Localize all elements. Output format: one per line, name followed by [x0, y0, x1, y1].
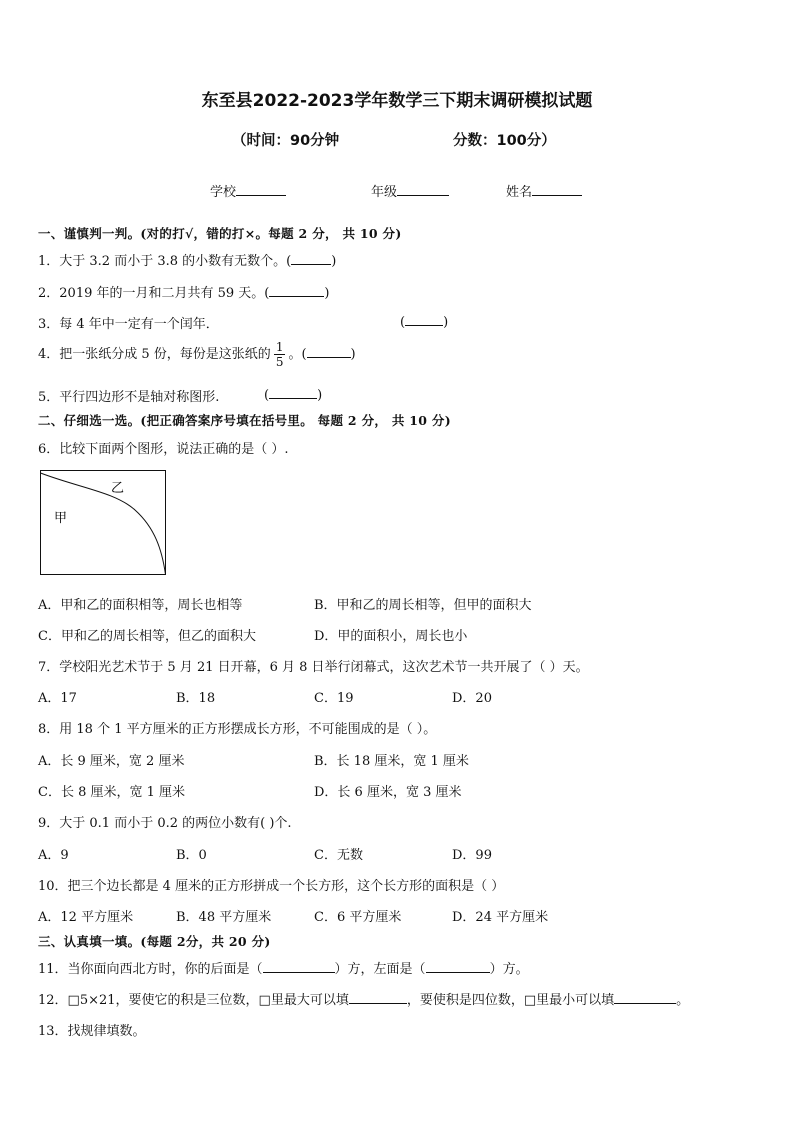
question-3-close: ): [443, 315, 449, 330]
question-13: 13．找规律填数。: [38, 1024, 146, 1039]
question-5-answer-blank[interactable]: [269, 386, 317, 399]
question-12-mid: ，要使积是四位数，□里最小可以填: [406, 993, 615, 1008]
grade-field: [371, 181, 449, 200]
grade-label: 年级: [371, 185, 398, 200]
question-3-answer-blank[interactable]: [405, 313, 443, 326]
question-1-answer-blank[interactable]: [291, 252, 331, 265]
q7-option-a[interactable]: A．17: [38, 691, 77, 706]
school-label: 学校: [210, 185, 237, 200]
question-3: [38, 313, 219, 332]
q8-option-b[interactable]: B．长 18 厘米，宽 1 厘米: [314, 754, 469, 769]
fraction-one-fifth: [274, 340, 286, 369]
figure-label-yi: 乙: [111, 481, 125, 496]
question-11-text: 11．当你面向西北方时，你的后面是（: [38, 962, 263, 977]
question-5-open: (: [264, 388, 270, 403]
q9-option-c[interactable]: C．无数: [314, 848, 363, 863]
q9-option-b[interactable]: B．0: [176, 848, 207, 863]
q9-option-d[interactable]: D．99: [452, 848, 492, 863]
question-5: [38, 386, 219, 405]
question-11-blank-back[interactable]: [263, 960, 335, 973]
question-4: [38, 340, 356, 369]
section2-heading: 二、仔细选一选。(把正确答案序号填在括号里。 每题 2 分， 共 10 分): [38, 413, 451, 428]
q8-option-c[interactable]: C．长 8 厘米，宽 1 厘米: [38, 785, 186, 800]
q8-option-a[interactable]: A．长 9 厘米，宽 2 厘米: [38, 754, 185, 769]
name-field: [506, 181, 582, 200]
question-5-answer: [264, 386, 322, 403]
q6-option-a[interactable]: A．甲和乙的面积相等，周长也相等: [38, 598, 243, 613]
question-11: [38, 958, 529, 977]
question-2: [38, 282, 329, 301]
question-4-text: 4．把一张纸分成 5 份，每份是这张纸的: [38, 347, 271, 362]
question-1: [38, 250, 336, 269]
q10-option-d[interactable]: D．24 平方厘米: [452, 910, 549, 925]
exam-score: 分数：100分）: [453, 133, 556, 149]
question-8: 8．用 18 个 1 平方厘米的正方形摆成长方形，不可能围成的是（ ）。: [38, 722, 437, 737]
q7-option-c[interactable]: C．19: [314, 691, 354, 706]
question-12-text: 12．□5×21，要使它的积是三位数，□里最大可以填: [38, 993, 349, 1008]
fraction-denominator: 5: [275, 355, 284, 369]
q8-option-d[interactable]: D．长 6 厘米，宽 3 厘米: [314, 785, 462, 800]
section3-heading: 三、认真填一填。(每题 2分，共 20 分): [38, 934, 271, 949]
question-12-blank-min[interactable]: [614, 991, 676, 1004]
fraction-numerator: 1: [275, 340, 284, 354]
exam-time: （时间：90分钟: [232, 133, 340, 149]
question-1-text: 1．大于 3.2 而小于 3.8 的小数有无数个。(: [38, 254, 292, 269]
question-2-text: 2．2019 年的一月和二月共有 59 天。(: [38, 286, 270, 301]
school-field: [210, 181, 286, 200]
question-4-post: 。(: [288, 347, 307, 362]
q10-option-c[interactable]: C．6 平方厘米: [314, 910, 402, 925]
question-3-answer: [400, 313, 448, 330]
figure-label-jia: 甲: [54, 511, 68, 526]
q6-option-d[interactable]: D．甲的面积小，周长也小: [314, 629, 468, 644]
question-11-mid: ）方，左面是（: [334, 962, 426, 977]
question-3-text: 3．每 4 年中一定有一个闰年．: [38, 317, 219, 332]
question-9: 9．大于 0.1 而小于 0.2 的两位小数有( )个.: [38, 816, 292, 831]
question-5-text: 5．平行四边形不是轴对称图形.: [38, 390, 220, 405]
question-2-answer-blank[interactable]: [269, 284, 324, 297]
question-11-blank-left[interactable]: [426, 960, 490, 973]
q6-option-b[interactable]: B．甲和乙的周长相等，但甲的面积大: [314, 598, 532, 613]
grade-blank[interactable]: [397, 183, 449, 196]
name-blank[interactable]: [532, 183, 582, 196]
question-5-close: ): [317, 388, 323, 403]
q7-option-d[interactable]: D．20: [452, 691, 492, 706]
question-12: [38, 989, 689, 1008]
question-3-open: (: [400, 315, 406, 330]
q10-option-b[interactable]: B．48 平方厘米: [176, 910, 272, 925]
q9-option-a[interactable]: A．9: [38, 848, 69, 863]
question-1-close: ): [331, 254, 337, 269]
comparison-figure: [40, 470, 167, 576]
school-blank[interactable]: [236, 183, 286, 196]
q7-option-b[interactable]: B．18: [176, 691, 216, 706]
question-6: 6．比较下面两个图形，说法正确的是（ ）.: [38, 442, 289, 457]
q6-option-c[interactable]: C．甲和乙的周长相等，但乙的面积大: [38, 629, 256, 644]
question-11-end: ）方。: [489, 962, 529, 977]
question-12-end: 。: [676, 993, 690, 1008]
question-12-blank-max[interactable]: [349, 991, 407, 1004]
exam-title: 东至县2022-2023学年数学三下期末调研模拟试题: [201, 91, 593, 111]
q10-option-a[interactable]: A．12 平方厘米: [38, 910, 134, 925]
section1-heading: 一、谨慎判一判。(对的打√，错的打×。每题 2 分， 共 10 分): [38, 226, 402, 241]
question-2-close: ): [324, 286, 330, 301]
question-4-close: ): [350, 347, 356, 362]
question-7: 7．学校阳光艺术节于 5 月 21 日开幕，6 月 8 日举行闭幕式，这次艺术节一共开展了（ ）天。: [38, 660, 589, 675]
question-10: 10．把三个边长都是 4 厘米的正方形拼成一个长方形，这个长方形的面积是（ ）: [38, 879, 505, 894]
name-label: 姓名: [506, 185, 533, 200]
question-4-answer-blank[interactable]: [307, 345, 351, 358]
